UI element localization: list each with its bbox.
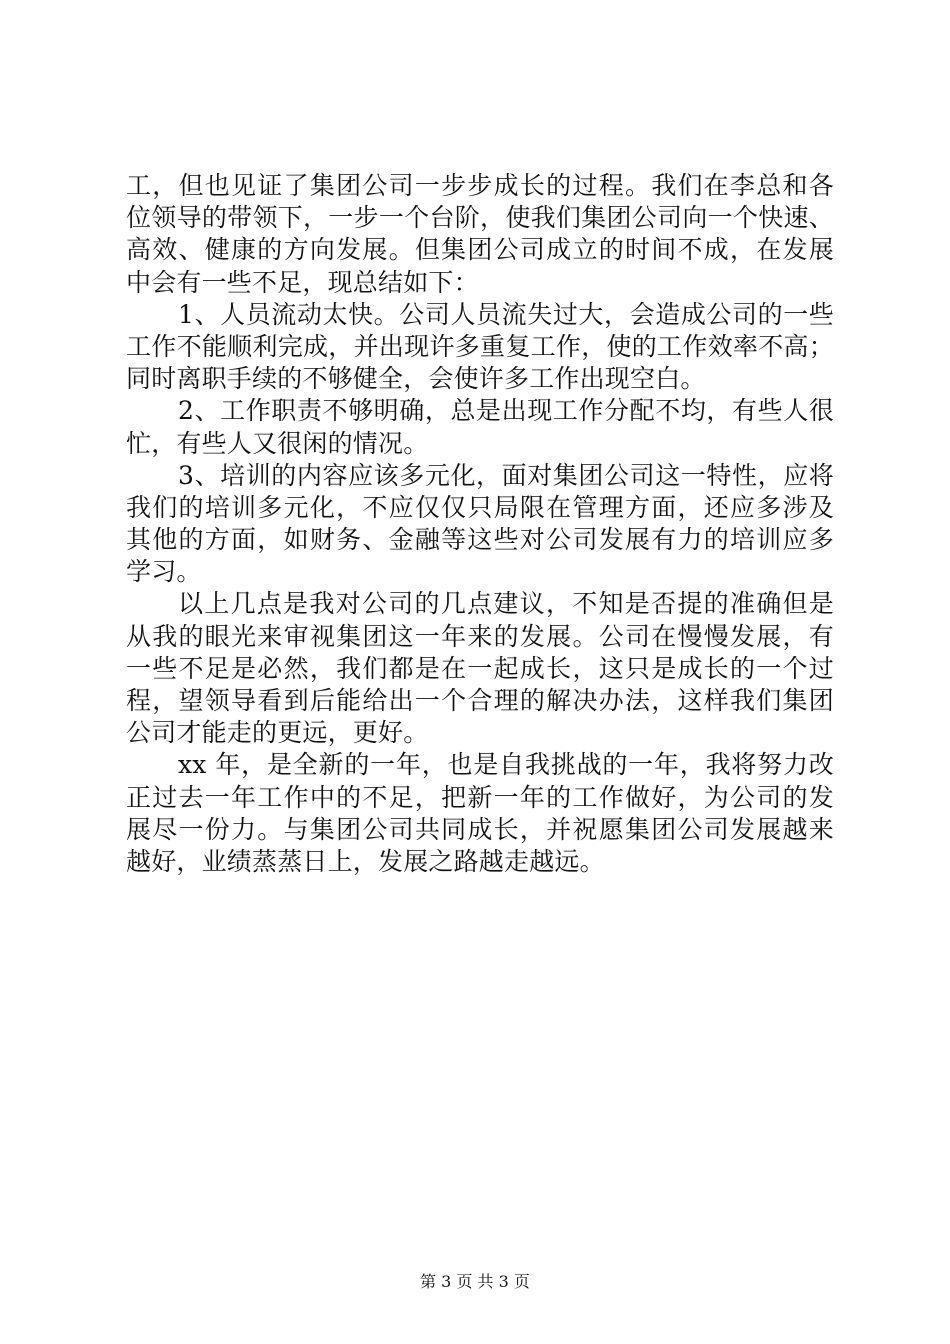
paragraph-point-1 [126, 299, 834, 396]
text-line: 2、工作职责不够明确，总是出现工作分配不均，有些人很 [178, 396, 834, 426]
text-line: 中会有一些不足，现总结如下： [126, 267, 479, 297]
text-line: 忙，有些人又很闲的情况。 [126, 428, 429, 458]
page-footer [0, 1272, 950, 1292]
text-line: 一些不足是必然，我们都是在一起成长，这只是成长的一个过 [126, 653, 834, 683]
text-line: 学习。 [126, 557, 202, 587]
text-line: 1、人员流动太快。公司人员流失过大，会造成公司的一些 [178, 299, 834, 329]
paragraph-suggestions [126, 588, 834, 749]
text-line: 展尽一份力。与集团公司共同成长，并祝愿集团公司发展越来 [126, 814, 834, 844]
text-line: 从我的眼光来审视集团这一年来的发展。公司在慢慢发展，有 [126, 621, 834, 651]
text-line: 工作不能顺利完成，并出现许多重复工作，使的工作效率不高； [126, 331, 834, 361]
text-line: 同时离职手续的不够健全，会使许多工作出现空白。 [126, 364, 706, 394]
text-line: 以上几点是我对公司的几点建议，不知是否提的准确但是 [178, 589, 834, 619]
paragraph-point-2 [126, 395, 834, 459]
text-line: 位领导的带领下，一步一个台阶，使我们集团公司向一个快速、 [126, 203, 834, 233]
paragraph-closing [126, 749, 834, 878]
text-line: 越好，业绩蒸蒸日上，发展之路越走越远。 [126, 846, 605, 876]
paragraph-point-3 [126, 460, 834, 589]
text-line: 其他的方面，如财务、金融等这些对公司发展有力的培训应多 [126, 525, 834, 555]
page-number-label: 第 3 页 共 3 页 [420, 1272, 530, 1291]
text-line: 3、培训的内容应该多元化，面对集团公司这一特性，应将 [178, 460, 834, 490]
text-line: xx 年，是全新的一年，也是自我挑战的一年，我将努力改 [178, 750, 834, 780]
text-line: 正过去一年工作中的不足，把新一年的工作做好，为公司的发 [126, 782, 834, 812]
paragraph-intro [126, 170, 834, 299]
text-line: 我们的培训多元化，不应仅仅只局限在管理方面，还应多涉及 [126, 492, 834, 522]
text-line: 高效、健康的方向发展。但集团公司成立的时间不成，在发展 [126, 235, 834, 265]
text-line: 程，望领导看到后能给出一个合理的解决办法，这样我们集团 [126, 686, 834, 715]
document-body [126, 170, 834, 878]
text-line: 工，但也见证了集团公司一步步成长的过程。我们在李总和各 [126, 171, 834, 200]
text-line: 公司才能走的更远，更好。 [126, 718, 429, 748]
